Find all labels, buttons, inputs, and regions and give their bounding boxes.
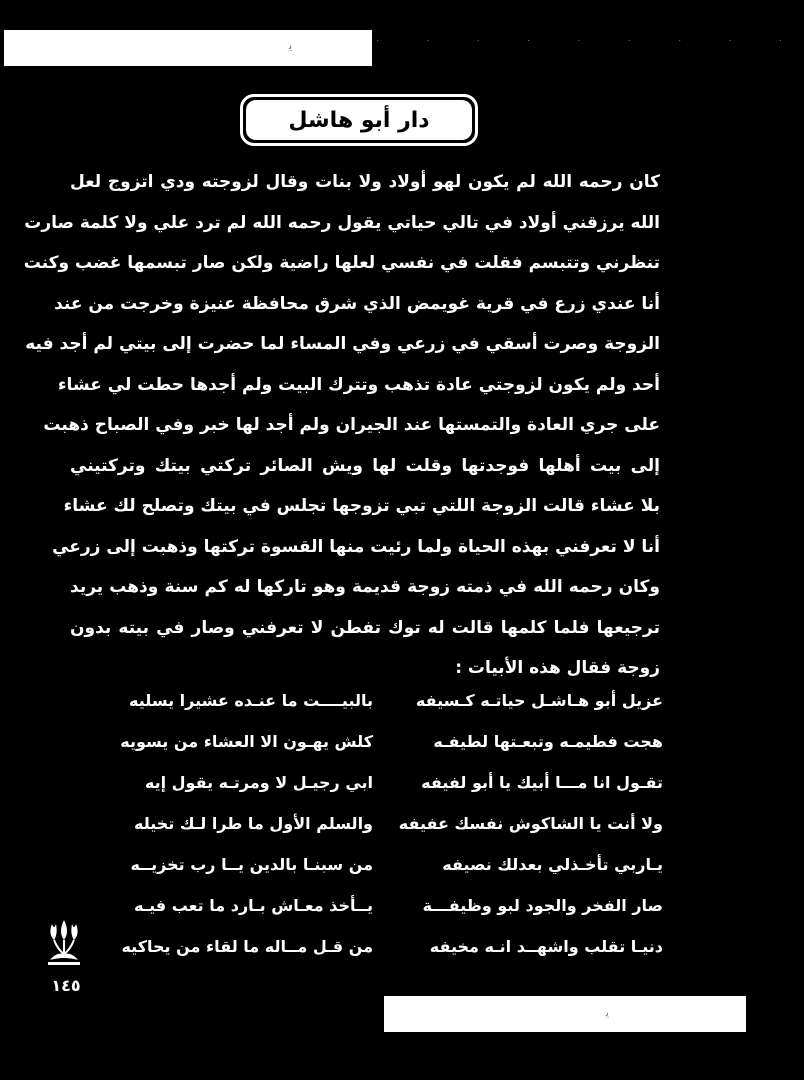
prose-body <box>23 162 660 689</box>
poem <box>78 680 663 967</box>
prose-line: الله يرزقني أولاد في تالي حياتي يقول رحمه الله لم ترد علي ولا كلمة صارت <box>24 212 660 233</box>
poem-verse <box>78 844 663 885</box>
verse-second-hemistich: كلش يهـون الا العشاء من يسويه <box>120 732 373 751</box>
title-frame <box>240 94 478 146</box>
verse-second-hemistich: بالبيــــت ما عنـده عشيرا يسليه <box>129 691 373 710</box>
prose-line: زوجة فقال هذه الأبيات : <box>455 658 660 678</box>
page-number: ١٤٥ <box>51 976 81 995</box>
poem-verse <box>78 721 663 762</box>
top-white-bar <box>4 30 372 66</box>
prose-line: أحد ولم يكون لزوجتي عادة تذهب وتترك البيت ولم أجدها حطت لي عشاء <box>57 374 660 395</box>
prose-line: وكان رحمه الله في ذمته زوجة قديمة وهو تاركها له كم سنة وذهب يريد <box>70 577 660 597</box>
verse-first-hemistich: هجت فطيمـه وتبعـتها لطيفـه <box>433 732 663 751</box>
prose-line: إلى بيت أهلها فوجدتها وقلت لها ويش الصائر تركتي بيتك وتركتيني <box>70 455 660 476</box>
top-speckle-decoration: · · · · · · · · · <box>376 36 804 47</box>
prose-line: ترجيعها فلما كلمها قالت له توك تفطن لا تعرفني وصار في بيته بدون <box>70 617 660 638</box>
top-bar-mark: ﯾ <box>289 38 293 52</box>
prose-line: بلا عشاء قالت الزوجة اللتي تبي تزوجها تجلس في بيتك وتصلح لك عشاء <box>63 496 660 516</box>
page-title: دار أبو هاشل <box>246 100 472 140</box>
poem-verse <box>78 680 663 721</box>
poem-verse <box>78 803 663 844</box>
bottom-bar-mark: ﯾ <box>606 1006 610 1019</box>
prose-line: تنظرني وتتبسم فقلت في نفسي لعلها راضية ولكن صار تبسمها غضب وكنت <box>23 253 660 273</box>
bottom-white-bar <box>384 996 746 1032</box>
verse-first-hemistich: صار الفخر والجود لبو وظيفـــة <box>422 896 663 915</box>
poem-verse <box>78 926 663 967</box>
verse-first-hemistich: يـاربي تأخـذلي بعدلك نصيفه <box>442 855 663 874</box>
tulip-ornament-icon <box>44 920 84 970</box>
poem-verse <box>78 885 663 926</box>
prose-line: أنا عندي زرع في قرية غويمض الذي شرق محافظة عنيزة وخرجت من عند <box>54 293 660 314</box>
verse-second-hemistich: يــأخذ معـاش بـارد ما تعب فيـه <box>133 896 373 915</box>
verse-second-hemistich: من سبنـا بالدين يــا رب تخزيــه <box>130 855 373 874</box>
poem-verse <box>78 762 663 803</box>
verse-second-hemistich: والسلم الأول ما طرا لـك تخيله <box>134 814 373 833</box>
prose-line: أنا لا تعرفني بهذه الحياة ولما رئيت منها القسوة تركتها وذهبت إلى زرعي <box>52 536 660 557</box>
verse-first-hemistich: تقـول انا مـــا أبيك يا أبو لفيفه <box>421 773 663 792</box>
prose-line: الزوجة وصرت أسقي في زرعي وفي المساء لما حضرت إلى بيتي لم أجد فيه <box>25 334 660 354</box>
verse-second-hemistich: من قـل مــاله ما لقاء من يحاكيه <box>121 937 373 956</box>
verse-first-hemistich: عزيل أبو هـاشـل حياتـه كـسيفه <box>415 691 663 710</box>
verse-first-hemistich: ولا أنت يا الشاكوش نفسك عفيفه <box>398 814 663 833</box>
prose-line: على جري العادة والتمستها عند الجيران ولم أجد لها خبر وفي الصباح ذهبت <box>43 415 660 435</box>
verse-first-hemistich: دنيـا تقلب واشهــد انـه مخيفه <box>429 937 663 956</box>
verse-second-hemistich: ابي رجيـل لا ومرتـه يقول إيه <box>144 773 373 792</box>
prose-line: كان رحمه الله لم يكون لهو أولاد ولا بنات وقال لزوجته ودي اتزوج لعل <box>70 172 660 192</box>
